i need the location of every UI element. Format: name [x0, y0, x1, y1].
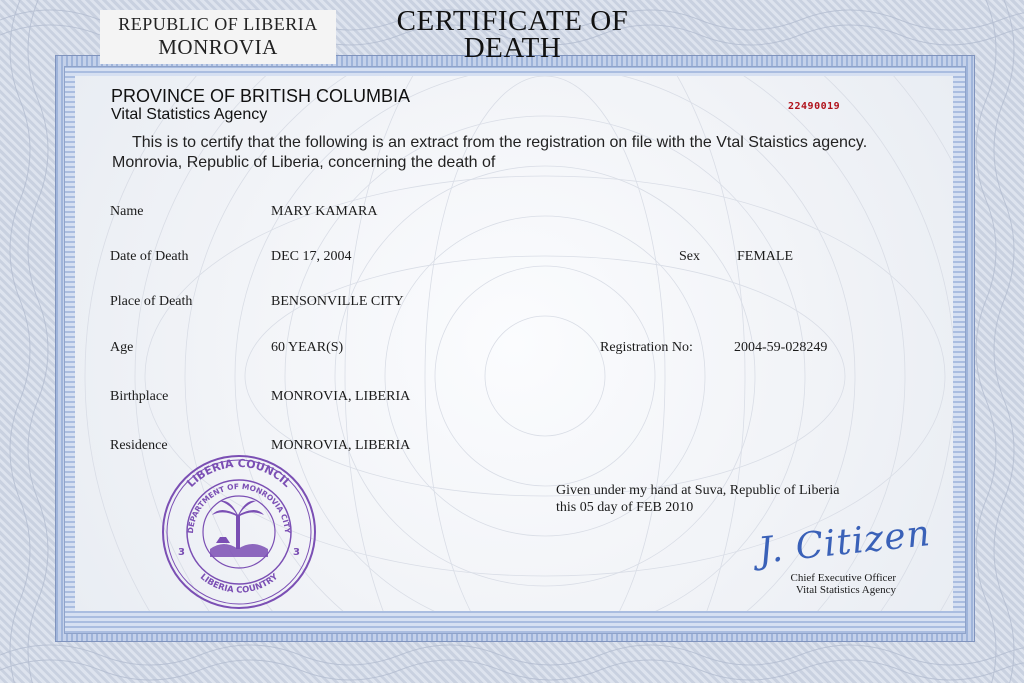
- seal-top-text: LIBERIA COUNCIL: [184, 456, 294, 490]
- seal-number-left: 3: [178, 547, 185, 558]
- date-of-death-value: DEC 17, 2004: [271, 249, 352, 264]
- place-of-death-label: Place of Death: [110, 294, 193, 309]
- signatory-role: Chief Executive Officer: [790, 572, 896, 584]
- sex-label: Sex: [679, 249, 700, 264]
- seal-inner-text: DEPARTMENT OF MONROVIA CITY: [185, 481, 293, 534]
- age-value: 60 YEAR(S): [271, 340, 344, 355]
- intro-paragraph: [112, 133, 942, 173]
- signatory-agency: Vital Statistics Agency: [795, 584, 896, 596]
- intro-line-2: Monrovia, Republic of Liberia, concerning the death of: [112, 154, 496, 171]
- sex-value: FEMALE: [737, 249, 793, 264]
- residence-label: Residence: [110, 438, 168, 453]
- signatory-title: [700, 572, 896, 596]
- given-line-2: this 05 day of FEB 2010: [556, 500, 694, 515]
- given-statement: [556, 482, 839, 516]
- birthplace-label: Birthplace: [110, 389, 169, 404]
- place-of-death-value: BENSONVILLE CITY: [271, 294, 404, 309]
- official-seal: [160, 453, 318, 611]
- province-heading: PROVINCE OF BRITISH COLUMBIA: [111, 86, 411, 106]
- document-title: [375, 5, 650, 64]
- registration-value: 2004-59-028249: [734, 340, 828, 355]
- name-label: Name: [110, 204, 144, 219]
- seal-number-right: 3: [293, 547, 300, 558]
- seal-bottom-text: LIBERIA COUNTRY: [197, 572, 281, 596]
- issuer-box: [100, 10, 336, 64]
- agency-heading: Vital Statistics Agency: [111, 106, 268, 123]
- issuer-country: REPUBLIC OF LIBERIA: [118, 14, 318, 34]
- serial-number: 22490019: [788, 101, 841, 112]
- residence-value: MONROVIA, LIBERIA: [271, 438, 411, 453]
- issuer-city: MONROVIA: [158, 35, 278, 59]
- birthplace-value: MONROVIA, LIBERIA: [271, 389, 411, 404]
- title-line-2: DEATH: [463, 32, 562, 64]
- date-of-death-label: Date of Death: [110, 249, 189, 264]
- name-value: MARY KAMARA: [271, 204, 378, 219]
- intro-line-1: This is to certify that the following is an extract from the registration on file with the Vtal Staistics agency.: [132, 134, 868, 151]
- palm-tree-emblem-icon: [210, 501, 268, 557]
- signature: J. Citizen: [756, 513, 933, 572]
- title-line-1: CERTIFICATE OF: [396, 5, 629, 37]
- age-label: Age: [110, 340, 134, 355]
- given-line-1: Given under my hand at Suva, Republic of Liberia: [556, 483, 840, 498]
- registration-label: Registration No:: [600, 340, 693, 355]
